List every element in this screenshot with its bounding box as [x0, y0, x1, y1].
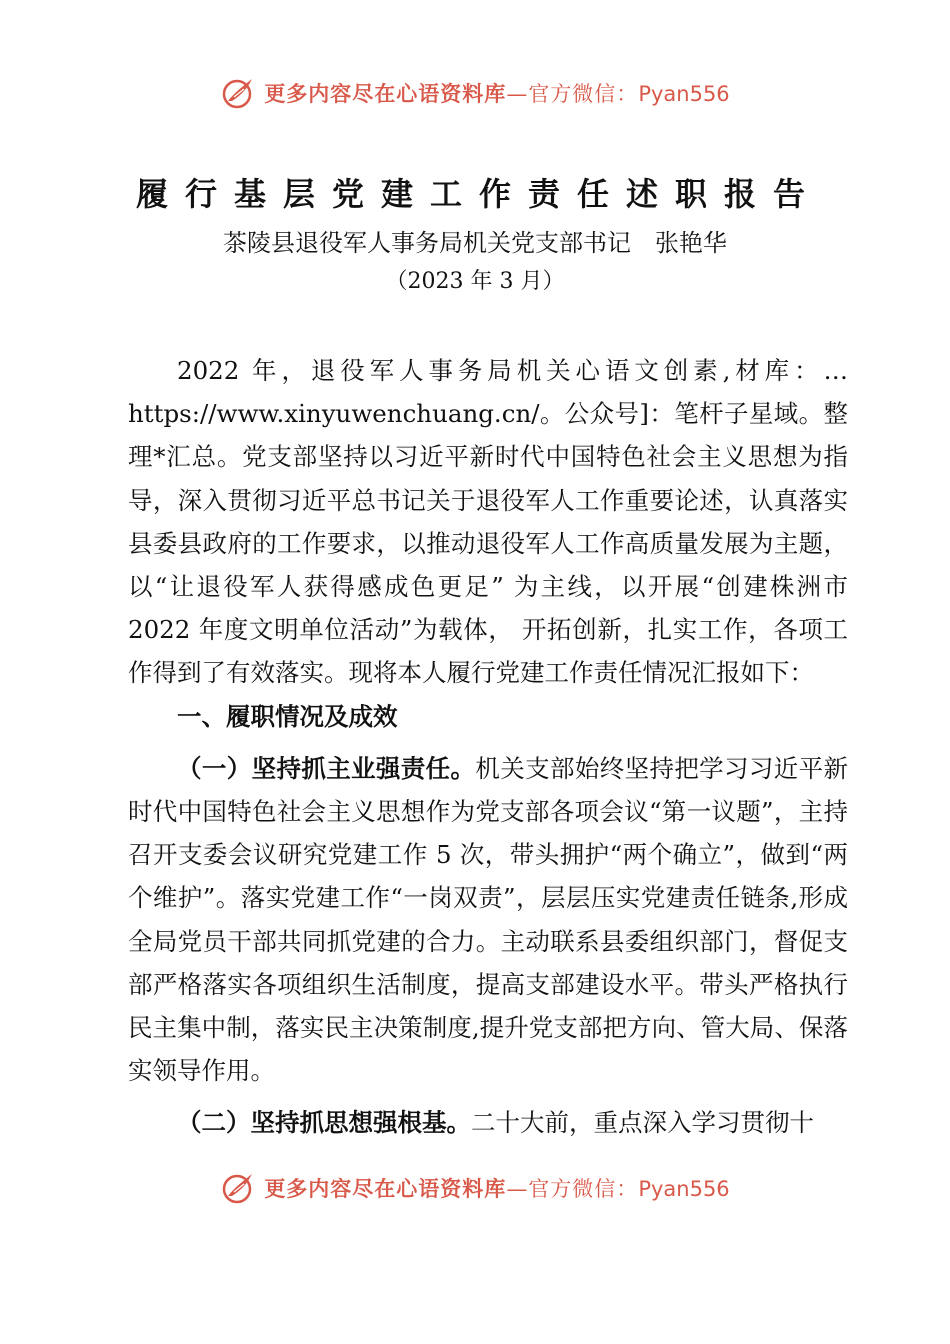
- watermark-wechat-label: —官方微信：: [506, 1177, 639, 1201]
- quill-logo-icon: [220, 1170, 256, 1206]
- watermark-text: [264, 78, 729, 108]
- quill-logo-icon: [220, 75, 256, 111]
- watermark-brand: 更多内容尽在心语资料库: [264, 82, 507, 106]
- watermark-banner-bottom: [0, 1166, 950, 1210]
- document-title: 履行基层党建工作责任述职报告: [135, 175, 822, 213]
- section-paragraph-1: [128, 747, 848, 1093]
- document-body: [128, 349, 848, 1145]
- document-author-line: 茶陵县退役军人事务局机关党支部书记 张艳华: [223, 229, 727, 257]
- section-lead-1: （一）坚持抓主业强责任。: [177, 753, 476, 783]
- watermark-wechat-label: —官方微信：: [506, 82, 639, 106]
- intro-paragraph: 2022 年，退役军人事务局机关心语文创素,材库：… https://www.xinyuwenchuang.cn/。公众号]：笔杆子星域。整理*汇总。党支部坚持以习近平新时代中国特色社会主义思想为指导，深入贯彻习近平总书记关于退役军人工作重要论述，认真落实县委县政府的工作要求，以推动退役军人工作高质量发展为主题，以“让退役军人获得感成色更足” 为主线，以开展“创建株洲市 2022 年度文明单位活动”为载体， 开拓创新，扎实工作，各项工作得到了有效落实。现将本人履行党建工作责任情况汇报如下：: [128, 356, 848, 688]
- section-heading-1: 一、履职情况及成效: [177, 701, 398, 731]
- watermark-brand: 更多内容尽在心语资料库: [264, 1177, 507, 1201]
- section-body-2: 二十大前，重点深入学习贯彻十: [471, 1108, 814, 1138]
- watermark-text: [264, 1173, 729, 1203]
- section-lead-2: （二）坚持抓思想强根基。: [177, 1108, 471, 1138]
- section-paragraph-2: [128, 1101, 848, 1144]
- watermark-wechat-id: Pyan556: [638, 1177, 730, 1201]
- document-date: （2023 年 3 月）: [385, 269, 565, 294]
- watermark-banner-top: [0, 71, 950, 115]
- section-body-1: 机关支部始终坚持把学习习近平新时代中国特色社会主义思想作为党支部各项会议“第一议题”，主持召开支委会议研究党建工作 5 次，带头拥护“两个确立”，做到“两个维护”。落实党建工作“一岗双责”，层层压实党建责任链条,形成全局党员干部共同抓党建的合力。主动联系县委组织部门，督促支部严格落实各项组织生活制度，提高支部建设水平。带头严格执行民主集中制，落实民主决策制度,提升党支部把方向、管大局、保落实领导作用。: [128, 753, 849, 1086]
- watermark-wechat-id: Pyan556: [638, 82, 730, 106]
